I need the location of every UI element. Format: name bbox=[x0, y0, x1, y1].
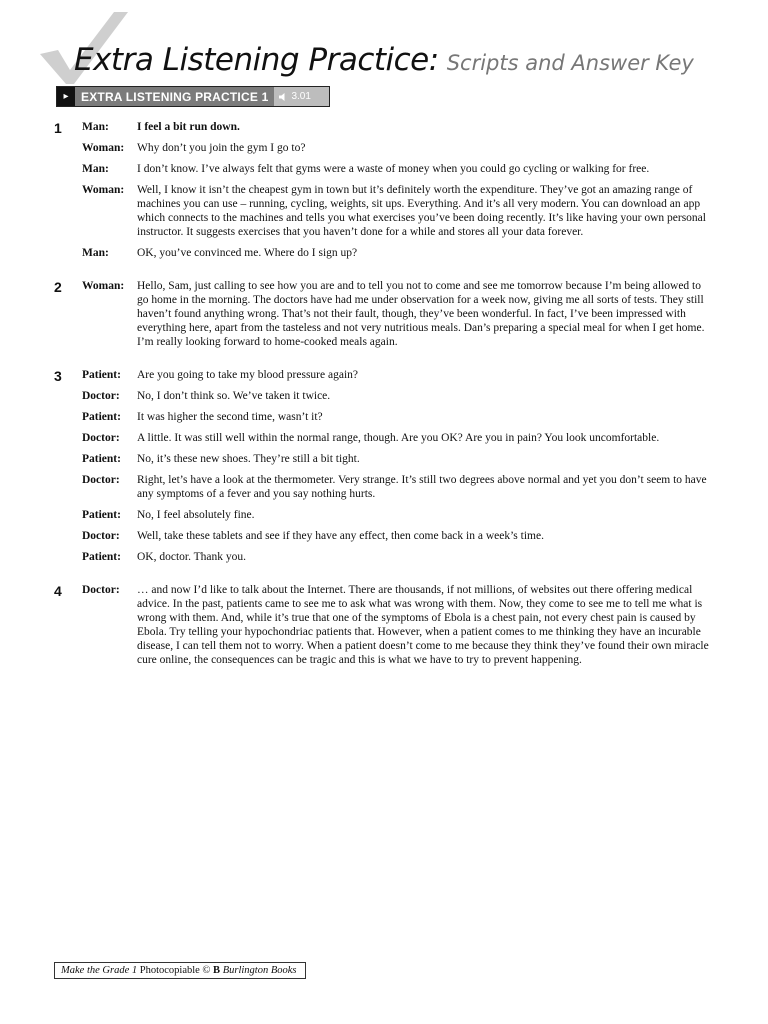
footer-book-title: Make the Grade 1 bbox=[61, 965, 138, 976]
speaker-name: Woman: bbox=[82, 142, 125, 154]
speaker-name: Patient: bbox=[82, 453, 121, 465]
audio-track bbox=[274, 87, 329, 106]
speech-text: I feel a bit run down. bbox=[137, 121, 240, 133]
section-bar bbox=[56, 86, 330, 107]
footer-photocopiable: Photocopiable © bbox=[139, 965, 211, 976]
dialogue-line bbox=[82, 550, 714, 564]
speech-text: Right, let’s have a look at the thermometer. Very strange. It’s still two degrees above normal and yet you don’t seem to have any symptoms of a fever and you say nothing hurts. bbox=[137, 474, 707, 500]
speaker-name: Man: bbox=[82, 247, 109, 259]
title-main: Extra Listening Practice: bbox=[74, 42, 439, 78]
transcript bbox=[54, 120, 714, 686]
speaker-name: Patient: bbox=[82, 411, 121, 423]
script-section-1 bbox=[54, 120, 714, 267]
script-section-4 bbox=[54, 583, 714, 674]
speech-text: Well, take these tablets and see if they have any effect, then come back in a week’s time. bbox=[137, 530, 544, 542]
speech-text: Hello, Sam, just calling to see how you are and to tell you not to come and see me tomorrow because I’m being allowed to go home in the morning. The doctors have had me under observation for a week now, giving me all sorts of tests. They still haven’t found anything wrong. That’s not their fault, though, they’ve been wonderful. In fact, I’ve been impressed with everything here, apart from the tasteless and not very nutritious meals. Dan’s preparing a special meal for when I get home. I’m really looking forward to home-cooked meals again. bbox=[137, 280, 705, 348]
dialogue-line bbox=[82, 141, 714, 155]
section-number: 3 bbox=[54, 368, 62, 384]
page-footer bbox=[54, 962, 306, 979]
speaker-name: Doctor: bbox=[82, 584, 120, 596]
dialogue-line bbox=[82, 120, 714, 134]
dialogue-line bbox=[82, 368, 714, 382]
page-header bbox=[36, 8, 736, 88]
speech-text: OK, doctor. Thank you. bbox=[137, 551, 247, 563]
speaker-name: Doctor: bbox=[82, 530, 120, 542]
speaker-name: Doctor: bbox=[82, 432, 120, 444]
section-number: 1 bbox=[54, 120, 62, 136]
footer-publisher: Burlington Books bbox=[222, 965, 297, 976]
section-number: 4 bbox=[54, 583, 62, 599]
dialogue-line bbox=[82, 431, 714, 445]
speech-text: It was higher the second time, wasn’t it? bbox=[137, 411, 323, 423]
script-section-2 bbox=[54, 279, 714, 356]
speech-text: I don’t know. I’ve always felt that gyms were a waste of money when you could go cycling or walking for free. bbox=[137, 163, 650, 175]
speech-text: No, I don’t think so. We’ve taken it twice. bbox=[137, 390, 331, 402]
speech-text: A little. It was still well within the normal range, though. Are you OK? Are you in pain? You look uncomfortable. bbox=[137, 432, 660, 444]
page-title bbox=[74, 42, 694, 78]
speaker-name: Man: bbox=[82, 121, 109, 133]
speech-text: No, it’s these new shoes. They’re still a bit tight. bbox=[137, 453, 360, 465]
dialogue-line bbox=[82, 162, 714, 176]
section-number: 2 bbox=[54, 279, 62, 295]
dialogue-line bbox=[82, 508, 714, 522]
publisher-logo: B bbox=[213, 965, 221, 976]
dialogue-line bbox=[82, 279, 714, 349]
dialogue-line bbox=[82, 529, 714, 543]
dialogue-line bbox=[82, 246, 714, 260]
speaker-name: Doctor: bbox=[82, 474, 120, 486]
dialogue-line bbox=[82, 410, 714, 424]
dialogue-line bbox=[82, 183, 714, 239]
track-number: 3.01 bbox=[291, 91, 311, 102]
speaker-name: Patient: bbox=[82, 369, 121, 381]
speaker-icon bbox=[278, 92, 288, 102]
section-label: EXTRA LISTENING PRACTICE 1 bbox=[75, 87, 274, 106]
speech-text: … and now I’d like to talk about the Internet. There are thousands, if not millions, of websites out there offering medical advice. In the past, patients came to see me to ask what was wrong with them. Now, they come to see me to tell me what is wrong with them. And, while it’s true that one of the symptoms of Ebola is a chest pain, not every chest pain is caused by Ebola. Try telling your hypochondriac patients that. However, when a patient comes to me thinking they have an incurable disease, I can tell them not to worry. When a patient doesn’t come to me because they think they’ve found their own miracle cure online, the consequences can be tragic and this is what we have to try to prevent happening. bbox=[137, 584, 709, 666]
speaker-name: Woman: bbox=[82, 184, 125, 196]
speaker-name: Patient: bbox=[82, 509, 121, 521]
dialogue-line bbox=[82, 583, 714, 667]
speaker-name: Doctor: bbox=[82, 390, 120, 402]
speaker-name: Woman: bbox=[82, 280, 125, 292]
speech-text: OK, you’ve convinced me. Where do I sign up? bbox=[137, 247, 358, 259]
dialogue-line bbox=[82, 389, 714, 403]
dialogue-line bbox=[82, 452, 714, 466]
speech-text: No, I feel absolutely fine. bbox=[137, 509, 255, 521]
speaker-name: Man: bbox=[82, 163, 109, 175]
speaker-name: Patient: bbox=[82, 551, 121, 563]
speech-text: Are you going to take my blood pressure again? bbox=[137, 369, 358, 381]
play-arrow-icon: ▸ bbox=[57, 87, 75, 106]
dialogue-line bbox=[82, 473, 714, 501]
speech-text: Well, I know it isn’t the cheapest gym in town but it’s definitely worth the expenditure. They’ve got an amazing range of machines you can use – running, cycling, weights, sit ups. Everything. And it’s all very modern. You can download an app which connects to the machines and tells you what exercises you’ve been doing recently. It’s like having your own personal instructor. It suggests exercises that you haven’t done for a while and stores all your data forever. bbox=[137, 184, 706, 238]
speech-text: Why don’t you join the gym I go to? bbox=[137, 142, 306, 154]
script-section-3 bbox=[54, 368, 714, 571]
title-subtitle: Scripts and Answer Key bbox=[446, 51, 694, 75]
